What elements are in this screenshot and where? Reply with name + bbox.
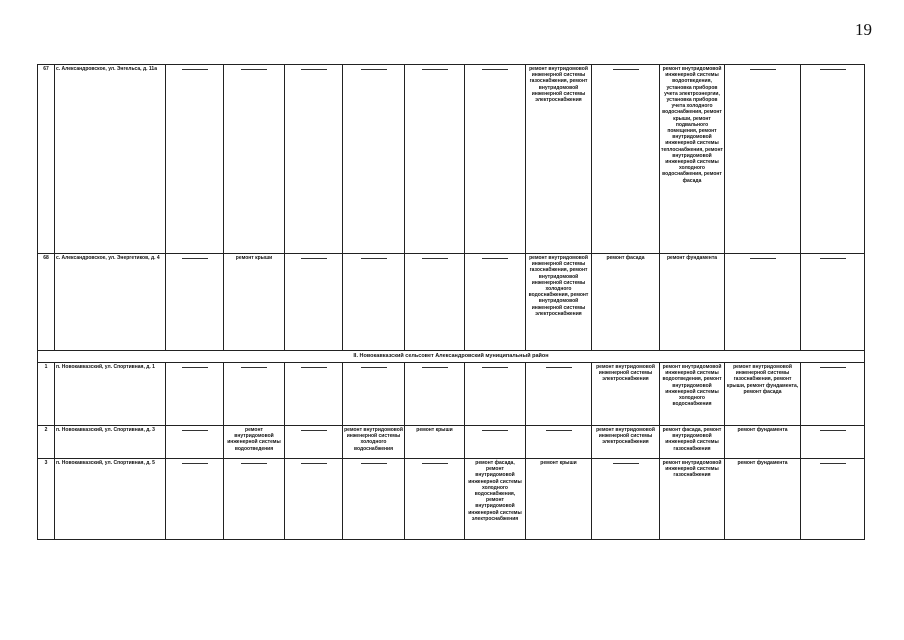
table-cell: ремонт фундамента: [725, 426, 801, 459]
table-cell: [405, 459, 465, 540]
dash-mark: [241, 367, 267, 368]
table-cell: ремонт фундамента: [725, 459, 801, 540]
table-cell: [405, 363, 465, 426]
table-cell: [725, 254, 801, 351]
table-cell: ремонт внутридомовой инженерной системы водоотведения: [224, 426, 285, 459]
table-cell: [725, 65, 801, 254]
dash-mark: [613, 69, 639, 70]
row-number: 67: [38, 65, 55, 254]
table-row: [38, 363, 865, 426]
dash-mark: [422, 463, 448, 464]
table-cell: ремонт внутридомовой инженерной системы газоснабжения, ремонт внутридомовой инженерной системы электроснабжения: [526, 65, 592, 254]
dash-mark: [182, 367, 208, 368]
dash-mark: [361, 463, 387, 464]
table-cell: [166, 363, 224, 426]
dash-mark: [546, 430, 572, 431]
table-cell: ремонт внутридомовой инженерной системы электроснабжения: [592, 426, 660, 459]
table-cell: [343, 254, 405, 351]
table-cell: [224, 459, 285, 540]
table-cell: [592, 65, 660, 254]
dash-mark: [301, 430, 327, 431]
table-cell: [166, 65, 224, 254]
row-address: с. Александровское, ул. Энгельса, д. 11а: [55, 65, 166, 254]
table-cell: ремонт внутридомовой инженерной системы водоотведения, ремонт внутридомовой инженерной системы холодного водоснабжения: [660, 363, 725, 426]
table-cell: [465, 363, 526, 426]
table-cell: [285, 459, 343, 540]
table-cell: [405, 254, 465, 351]
table-cell: [801, 426, 865, 459]
section-row: [38, 351, 865, 363]
dash-mark: [750, 258, 776, 259]
row-address: п. Новокавказский, ул. Спортивная, д. 5: [55, 459, 166, 540]
table-cell: [166, 254, 224, 351]
row-number: 3: [38, 459, 55, 540]
table-cell: [285, 426, 343, 459]
dash-mark: [482, 367, 508, 368]
dash-mark: [301, 69, 327, 70]
dash-mark: [750, 69, 776, 70]
table-cell: [801, 363, 865, 426]
table-cell: [465, 426, 526, 459]
table-cell: [285, 363, 343, 426]
table-cell: ремонт крыши: [405, 426, 465, 459]
table-cell: [465, 254, 526, 351]
dash-mark: [613, 463, 639, 464]
table-cell: ремонт внутридомовой инженерной системы электроснабжения: [592, 363, 660, 426]
table-cell: [801, 65, 865, 254]
table-cell: ремонт внутридомовой инженерной системы холодного водоснабжения: [343, 426, 405, 459]
table-row: [38, 426, 865, 459]
table-cell: [224, 363, 285, 426]
dash-mark: [301, 258, 327, 259]
table-cell: [343, 65, 405, 254]
dash-mark: [182, 69, 208, 70]
dash-mark: [182, 463, 208, 464]
table-cell: [526, 363, 592, 426]
table-cell: [166, 459, 224, 540]
dash-mark: [422, 69, 448, 70]
repair-schedule-table: [37, 64, 865, 540]
dash-mark: [241, 463, 267, 464]
dash-mark: [820, 463, 846, 464]
dash-mark: [241, 69, 267, 70]
table-cell: [285, 65, 343, 254]
table-row: [38, 459, 865, 540]
table-row: [38, 254, 865, 351]
table-cell: ремонт фасада, ремонт внутридомовой инженерной системы холодного водоснабжения, ремонт внутридомовой инженерной системы электроснабжения: [465, 459, 526, 540]
table-cell: [343, 363, 405, 426]
table-cell: [465, 65, 526, 254]
dash-mark: [301, 367, 327, 368]
dash-mark: [482, 258, 508, 259]
table-cell: [526, 426, 592, 459]
dash-mark: [361, 258, 387, 259]
table-cell: [343, 459, 405, 540]
row-address: п. Новокавказский, ул. Спортивная, д. 3: [55, 426, 166, 459]
table-cell: [801, 254, 865, 351]
table-cell: [405, 65, 465, 254]
table-cell: ремонт крыши: [526, 459, 592, 540]
dash-mark: [182, 258, 208, 259]
row-address: п. Новокавказский, ул. Спортивная, д. 1: [55, 363, 166, 426]
dash-mark: [361, 69, 387, 70]
page-number: 19: [855, 20, 872, 39]
dash-mark: [546, 367, 572, 368]
dash-mark: [482, 69, 508, 70]
table-cell: ремонт крыши: [224, 254, 285, 351]
table-cell: ремонт фасада, ремонт внутридомовой инженерной системы газоснабжения: [660, 426, 725, 459]
table-cell: [592, 459, 660, 540]
table-cell: ремонт внутридомовой инженерной системы газоснабжения: [660, 459, 725, 540]
table-cell: ремонт внутридомовой инженерной системы газоснабжения, ремонт крыши, ремонт фундамента, ремонт фасада: [725, 363, 801, 426]
table-cell: ремонт фундамента: [660, 254, 725, 351]
row-address: с. Александровское, ул. Энергетиков, д. 4: [55, 254, 166, 351]
dash-mark: [182, 430, 208, 431]
dash-mark: [820, 430, 846, 431]
dash-mark: [482, 430, 508, 431]
row-number: 2: [38, 426, 55, 459]
table-cell: [801, 459, 865, 540]
table-cell: [166, 426, 224, 459]
table-cell: ремонт фасада: [592, 254, 660, 351]
dash-mark: [820, 367, 846, 368]
dash-mark: [301, 463, 327, 464]
dash-mark: [422, 367, 448, 368]
table-cell: [285, 254, 343, 351]
dash-mark: [820, 69, 846, 70]
dash-mark: [820, 258, 846, 259]
row-number: 68: [38, 254, 55, 351]
table-cell: [224, 65, 285, 254]
table-cell: ремонт внутридомовой инженерной системы водоотведения, установка приборов учета электроэнергии, установка приборов учета холодного водоснабжения, ремонт крыши, ремонт подвального помещения, ремонт внутридомовой инженерной системы теплоснабжения, ремонт внутридомовой инженерной системы холодного водоснабжения, ремонт фасада: [660, 65, 725, 254]
row-number: 1: [38, 363, 55, 426]
section-title: II. Новокавказский сельсовет Александровский муниципальный район: [38, 351, 865, 363]
table-cell: ремонт внутридомовой инженерной системы газоснабжения, ремонт внутридомовой инженерной системы холодного водоснабжения, ремонт внутридомовой инженерной системы электроснабжения: [526, 254, 592, 351]
table-row: [38, 65, 865, 254]
dash-mark: [422, 258, 448, 259]
dash-mark: [361, 367, 387, 368]
